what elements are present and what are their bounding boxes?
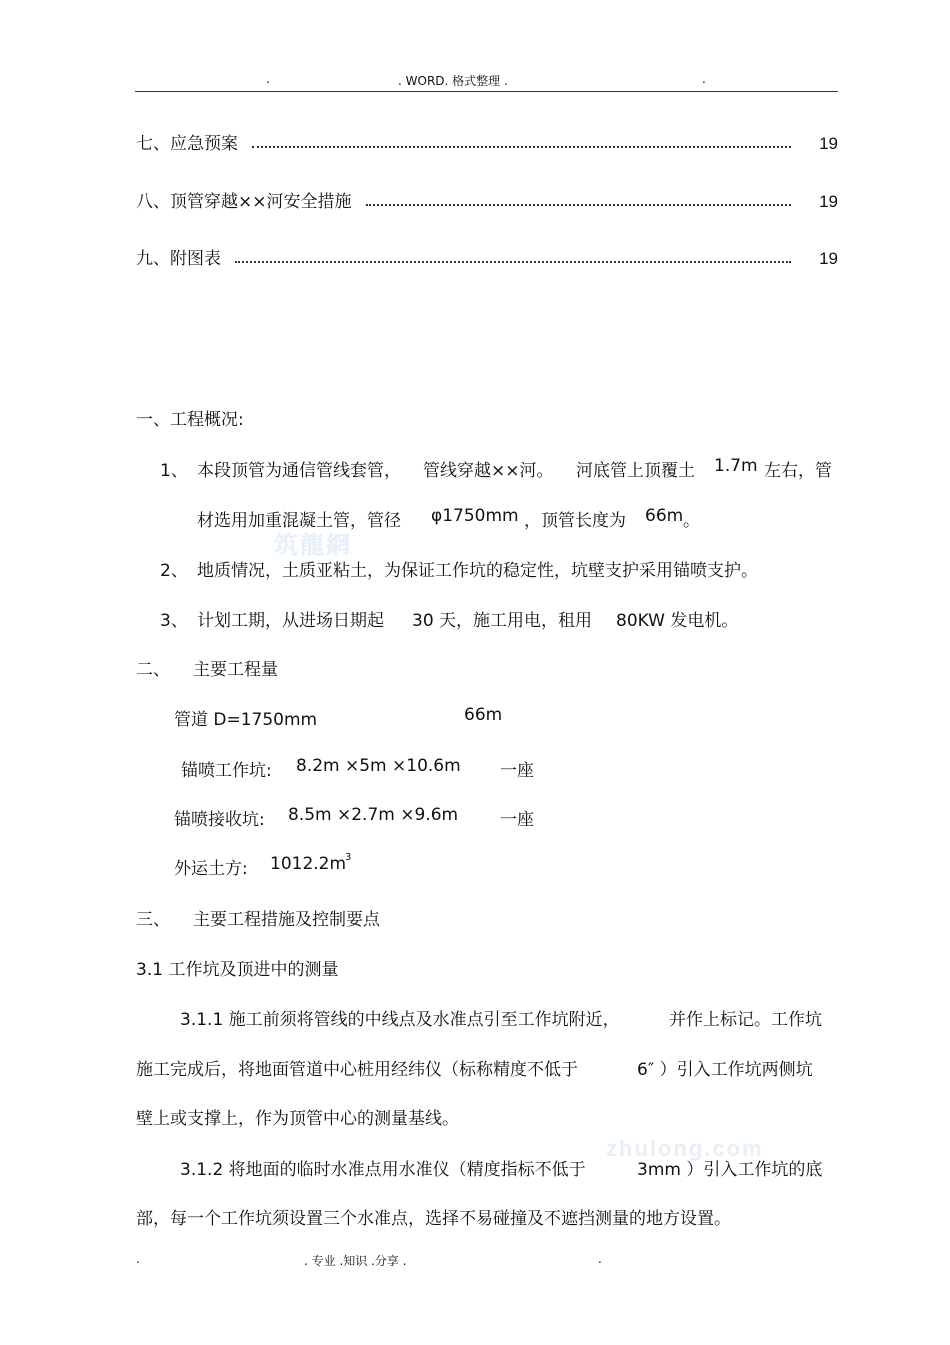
paragraph-text: 3.1.1 施工前须将管线的中线点及水准点引至工作坑附近， xyxy=(180,1010,620,1030)
paragraph-text: 部，每一个工作坑须设置三个水准点，选择不易碰撞及不遮挡测量的地方设置。 xyxy=(136,1209,731,1229)
footer-dot-left: . xyxy=(136,1252,140,1266)
paragraph-text: 6″ ）引入工作坑两侧坑 xyxy=(637,1060,813,1080)
toc-leader xyxy=(366,204,792,206)
watermark-url: zhulong.com xyxy=(606,1136,764,1161)
paragraph-text: 管线穿越××河。 xyxy=(423,461,554,481)
quantity-label: 管道 D=1750mm xyxy=(174,710,318,730)
footer-dot-right: . xyxy=(598,1252,602,1266)
toc-entry[interactable] xyxy=(136,243,838,269)
superscript: 3 xyxy=(345,852,352,863)
paragraph-text: 计划工期，从进场日期起 xyxy=(197,611,384,631)
subsection-heading: 3.1 工作坑及顶进中的测量 xyxy=(136,960,339,980)
paragraph-text: 80KW 发电机。 xyxy=(616,611,739,631)
toc-page-number: 19 xyxy=(819,249,838,268)
toc-leader xyxy=(235,261,791,263)
toc-title: 七、应急预案 xyxy=(136,134,238,154)
section-heading: 一、工程概况: xyxy=(136,410,244,430)
paragraph-text: 。 xyxy=(683,511,700,531)
section-heading: 主要工程措施及控制要点 xyxy=(193,910,380,930)
toc-title: 九、附图表 xyxy=(136,249,221,269)
paragraph-text: 河底管上顶覆土 xyxy=(576,461,695,481)
quantity-value: 66m xyxy=(464,705,503,725)
toc-page-number: 19 xyxy=(819,192,838,211)
toc-page-number: 19 xyxy=(819,134,838,153)
paragraph-value: 66m xyxy=(645,506,684,526)
header-rule xyxy=(135,91,838,92)
paragraph-text: 30 天，施工用电，租用 xyxy=(412,611,593,631)
paragraph-text: 壁上或支撑上，作为顶管中心的测量基线。 xyxy=(136,1109,459,1129)
paragraph-value: φ1750mm xyxy=(431,506,519,526)
toc-entry[interactable] xyxy=(136,186,838,212)
section-number: 三、 xyxy=(136,910,170,930)
toc-entry[interactable] xyxy=(136,128,838,154)
paragraph-text: 材选用加重混凝土管，管径 xyxy=(197,511,401,531)
header-dot-left: . xyxy=(266,72,270,86)
paragraph-text: 施工完成后，将地面管道中心桩用经纬仪（标称精度不低于 xyxy=(136,1060,578,1080)
paragraph-text: 并作上标记。工作坑 xyxy=(669,1010,822,1030)
paragraph-text: ，顶管长度为 xyxy=(524,511,626,531)
section-heading: 主要工程量 xyxy=(193,660,278,680)
paragraph-value: 1.7m xyxy=(714,456,758,476)
paragraph-text: 3mm ）引入工作坑的底 xyxy=(637,1160,823,1180)
quantity-label: 外运土方: xyxy=(174,859,248,879)
list-number: 3、 xyxy=(160,611,188,631)
header-dot-right: . xyxy=(702,72,706,86)
list-number: 2、 xyxy=(160,561,188,581)
quantity-value: 8.2m ×5m ×10.6m xyxy=(296,756,461,776)
quantity-count: 一座 xyxy=(500,810,534,830)
quantity-value: 1012.2m xyxy=(270,854,347,874)
list-number: 1、 xyxy=(160,461,188,481)
quantity-count: 一座 xyxy=(500,761,534,781)
quantity-label: 锚喷工作坑: xyxy=(181,761,272,781)
watermark-logo: 筑龍網 xyxy=(274,532,352,559)
paragraph-text: 地质情况，土质亚粘土，为保证工作坑的稳定性，坑壁支护采用锚喷支护。 xyxy=(197,561,758,581)
paragraph-text: 本段顶管为通信管线套管， xyxy=(197,461,401,481)
quantity-value: 8.5m ×2.7m ×9.6m xyxy=(288,805,459,825)
quantity-label: 锚喷接收坑: xyxy=(174,810,265,830)
toc-leader xyxy=(252,146,791,148)
toc-title: 八、顶管穿越××河安全措施 xyxy=(136,192,352,212)
header-title: . WORD. 格式整理 . xyxy=(398,74,508,88)
section-number: 二、 xyxy=(136,660,170,680)
paragraph-text: 左右，管 xyxy=(764,461,832,481)
paragraph-text: 3.1.2 将地面的临时水准点用水准仪（精度指标不低于 xyxy=(180,1160,586,1180)
footer-text: . 专业 .知识 .分享 . xyxy=(304,1254,407,1268)
